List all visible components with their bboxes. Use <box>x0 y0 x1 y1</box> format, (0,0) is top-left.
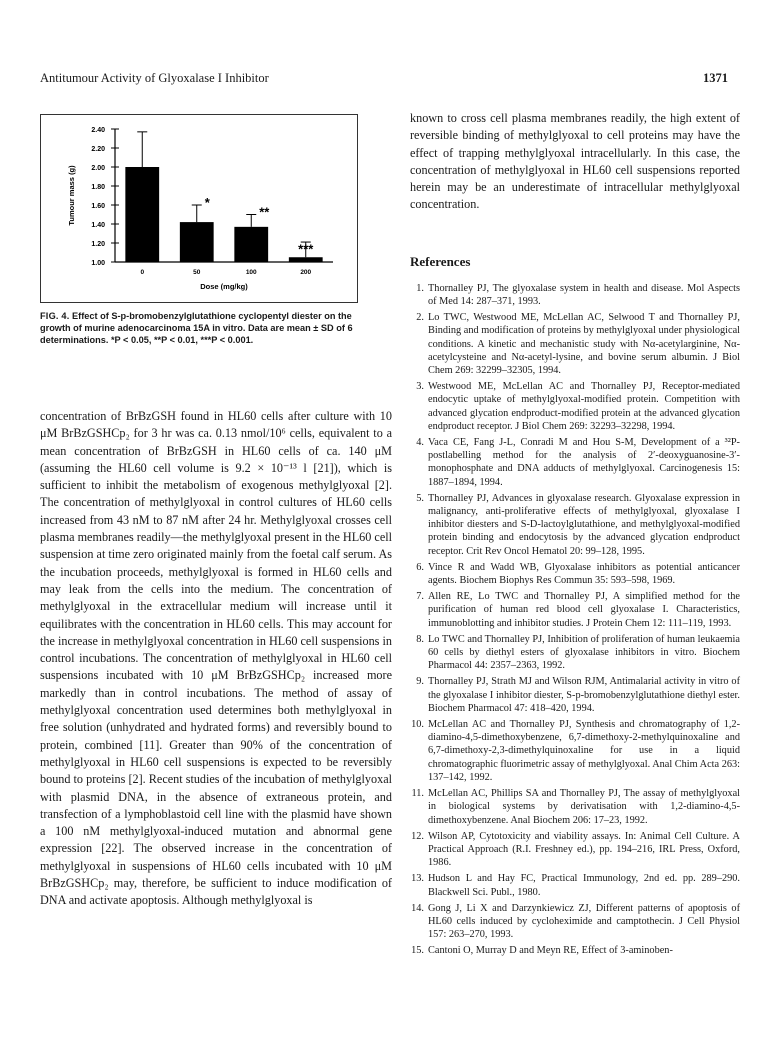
reference-text: Allen RE, Lo TWC and Thornalley PJ, A simplified method for the purification of human red blood cell glyoxalase I. Characteristics, immunoblotting and inhibitor studies. J Protein Chem 12: 111–119, 1993. <box>428 591 740 629</box>
references-heading: References <box>410 253 471 269</box>
figure-4 <box>40 114 358 303</box>
reference-item <box>410 282 740 308</box>
reference-text: Gong J, Li X and Darzynkiewicz ZJ, Different patterns of apoptosis of HL60 cells induced by cycloheximide and camptothecin. J Cell Physiol 157: 263–270, 1993. <box>428 902 740 941</box>
reference-item <box>410 633 740 673</box>
reference-item <box>410 902 740 942</box>
x-tick-label: 100 <box>245 269 257 276</box>
reference-number: 10. <box>411 719 424 731</box>
reference-text: Thornalley PJ, The glyoxalase system in health and disease. Mol Aspects of Med 14: 287–371, 1993. <box>428 282 740 307</box>
reference-text: Vaca CE, Fang J-L, Conradi M and Hou S-M, Development of a ³²P-postlabelling method for the analysis of 2′-deoxyguanosine-3′-monophosphate and DNA adducts of methylglyoxal. Carcinogenesis 15: 1887–1894, 1994. <box>428 437 740 488</box>
reference-number: 12. <box>411 830 424 842</box>
reference-item <box>410 492 740 558</box>
significance-marker: ** <box>259 204 270 220</box>
reference-text: Cantoni O, Murray D and Meyn RE, Effect of 3-aminoben- <box>428 945 673 957</box>
references-list <box>410 282 740 958</box>
significance-marker: * <box>204 195 210 210</box>
x-tick-label: 200 <box>300 269 312 276</box>
x-axis-label: Dose (mg/kg) <box>200 282 248 291</box>
reference-text: Lo TWC, Westwood ME, McLellan AC, Selwood T and Thornalley PJ, Binding and modification of proteins by methylglyoxal under physiological conditions. A kinetic and mechanistic study with Nα-acetylarginine, Nα-acetylcysteine and Nα-acetyl-lysine, and bovine serum albumin. J Biol Chem 269: 32299–32305, 1994. <box>428 312 740 376</box>
reference-number: 4. <box>416 437 424 449</box>
page-number: 1371 <box>703 71 728 85</box>
y-axis-label: Tumour mass (g) <box>67 165 76 226</box>
reference-text: Westwood ME, McLellan AC and Thornalley PJ, Receptor-mediated endocytic uptake of methylglyoxal-modified protein. Competition with advanced glycation endproduct-modified protein at the advanced glycation endproduct receptor. J Biol Chem 269: 32293–32298, 1994. <box>428 381 740 432</box>
y-tick-label: 2.40 <box>91 127 105 134</box>
bar <box>125 167 159 262</box>
reference-number: 9. <box>416 676 424 688</box>
right-column <box>410 110 740 961</box>
reference-text: McLellan AC, Phillips SA and Thornalley PJ, The assay of methylglyoxal in biological systems by derivatisation with 1,2-diamino-4,5-dimethoxybenzene. Anal Biochem 206: 17–23, 1992. <box>428 788 740 826</box>
reference-number: 15. <box>411 945 424 957</box>
caption-label: FIG. 4. <box>40 311 70 321</box>
reference-item <box>410 787 740 827</box>
running-title: Antitumour Activity of Glyoxalase I Inhibitor <box>40 71 269 85</box>
reference-number: 3. <box>416 381 424 393</box>
reference-number: 13. <box>411 873 424 885</box>
reference-number: 2. <box>416 312 424 324</box>
bar-chart <box>41 115 357 302</box>
reference-number: 7. <box>416 591 424 603</box>
reference-item <box>410 590 740 630</box>
reference-item <box>410 944 740 957</box>
reference-number: 5. <box>416 492 424 504</box>
reference-text: Lo TWC and Thornalley PJ, Inhibition of proliferation of human leukaemia 60 cells by diethyl esters of glyoxalase inhibitors in vitro. Biochem Pharmacol 44: 2357–2363, 1992. <box>428 633 740 672</box>
caption-text: Effect of S-p-bromobenzylglutathione cyclopentyl diester on the growth of murine adenocarcinoma 15A in vitro. Data are mean ± SD of 6 determinations. *P < 0.05, **P < 0.01, ***P < 0.001. <box>40 311 353 345</box>
bar <box>180 222 214 262</box>
reference-number: 11. <box>411 788 424 800</box>
reference-item <box>410 718 740 784</box>
left-column <box>40 114 392 910</box>
figure-caption <box>40 310 358 346</box>
significance-marker: *** <box>298 241 314 257</box>
bar <box>234 227 268 262</box>
right-body-text: known to cross cell plasma membranes readily, the high extent of reversible binding of methylglyoxal to cell proteins may have the effect of trapping methylglyoxal intracellularly. In this case, the concentration of methylglyoxal in HL60 cell suspensions reported herein may be an underestimate of intracellular methylglyoxal concentration. <box>410 111 740 212</box>
reference-item <box>410 436 740 489</box>
reference-number: 6. <box>416 561 424 573</box>
x-tick-label: 50 <box>193 269 201 276</box>
reference-text: Hudson L and Hay FC, Practical Immunology, 2nd ed. pp. 289–290. Blackwell Sci. Publ., 1980. <box>428 873 740 898</box>
bar <box>289 257 323 262</box>
y-tick-label: 1.20 <box>91 241 105 248</box>
y-tick-label: 2.20 <box>91 146 105 153</box>
reference-text: Thornalley PJ, Strath MJ and Wilson RJM, Antimalarial activity in vitro of the glyoxalase I inhibitor diester, S-p-bromobenzylglutathione diethyl ester. Biochem Pharmacol 47: 418–420, 1994. <box>428 676 740 714</box>
reference-number: 1. <box>416 282 424 294</box>
y-tick-label: 1.80 <box>91 184 105 191</box>
x-tick-label: 0 <box>140 269 145 276</box>
reference-item <box>410 561 740 587</box>
reference-number: 14. <box>411 902 424 914</box>
y-tick-label: 2.00 <box>91 165 105 172</box>
y-tick-label: 1.60 <box>91 203 105 210</box>
reference-item <box>410 872 740 898</box>
left-body-text: concentration of BrBzGSH found in HL60 cells after culture with 10 μM BrBzGSHCp₂ for 3 hr was ca. 0.13 nmol/10⁶ cells, equivalent to a mean concentration of BrBzGSH in HL60 cells of ca. 140 μM (assuming the HL60 cell volume is 9.2 × 10⁻¹³ l [21]), which is sufficient to inhibit the metabolism of exogenous methylglyoxal [2]. The concentration of methylglyoxal in control cultures of HL60 cells increased from 43 nM to 87 nM after 24 hr. Methylglyoxal crosses cell plasma membranes readily—the methylglyoxal present in the HL60 cell suspension at time zero originated mainly from the foetal calf serum. As the incubation proceeds, methylglyoxal is formed in HL60 cells and may leak from the cells into the medium. The concentration of methylglyoxal in the extracellular medium will increase until it equilibrates with the concentration in HL60 cells. This may account for the increase in methylglyoxal concentration in HL60 cell suspensions in control incubations. The concentration of methylglyoxal in HL60 cell suspensions incubated with 10 μM BrBzGSHCp₂ increased more markedly than in control incubations. The method of assay of methylglyoxal concentration used determines both methylglyoxal in free solution (unhydrated and hydrated forms) and reversibly bound to protein, combined [11]. Greater than 90% of the concentration of methylglyoxal in HL60 cell suspensions is expected to be reversibly bound to proteins [2]. Recent studies of the incubation of methylglyoxal with plasmid DNA, in the absence of extraneous protein, and transfection of a lymphoblastoid cell line with the plasmid have shown a 100 nM methylglyoxal-induced mutation and abnormal gene expression [22]. The observed increase in the concentration of methylglyoxal in suspensions of HL60 cells incubated with 10 μM BrBzGSHCp₂ may, therefore, be sufficient to induce modification of DNA and activate apoptosis. Although methylglyoxal is <box>40 409 392 908</box>
reference-number: 8. <box>416 633 424 645</box>
y-tick-label: 1.40 <box>91 222 105 229</box>
reference-item <box>410 311 740 377</box>
reference-text: Thornalley PJ, Advances in glyoxalase research. Glyoxalase expression in malignancy, anti-proliferative effects of methylglyoxal, glyoxalase I inhibitor diesters and S-D-lactoylglutathione, and methylglyoxal-modified protein binding and endocytosis by the advanced glycation endproduct receptor. Crit Rev Oncol Hematol 20: 99–128, 1995. <box>428 492 740 557</box>
reference-text: Wilson AP, Cytotoxicity and viability assays. In: Animal Cell Culture. A Practical Approach (R.I. Freshney ed.), pp. 194–216, IRL Press, Oxford, 1986. <box>428 830 740 869</box>
reference-item <box>410 380 740 433</box>
reference-item <box>410 830 740 870</box>
reference-text: Vince R and Wadd WB, Glyoxalase inhibitors as potential anticancer agents. Biochem Biophys Res Commun 35: 593–598, 1969. <box>428 561 740 587</box>
reference-text: McLellan AC and Thornalley PJ, Synthesis and chromatography of 1,2-diamino-4,5-dimethoxybenzene, 6,7-dimethoxy-2-methylquinoxaline and 6,7-dimethoxy-2,3-dimethylquinoxaline for use in a liquid chromatographic fluorimetric assay of methylglyoxal. Anal Chim Acta 263: 137–142, 1992. <box>428 719 740 783</box>
y-tick-label: 1.00 <box>91 260 105 267</box>
reference-item <box>410 675 740 715</box>
